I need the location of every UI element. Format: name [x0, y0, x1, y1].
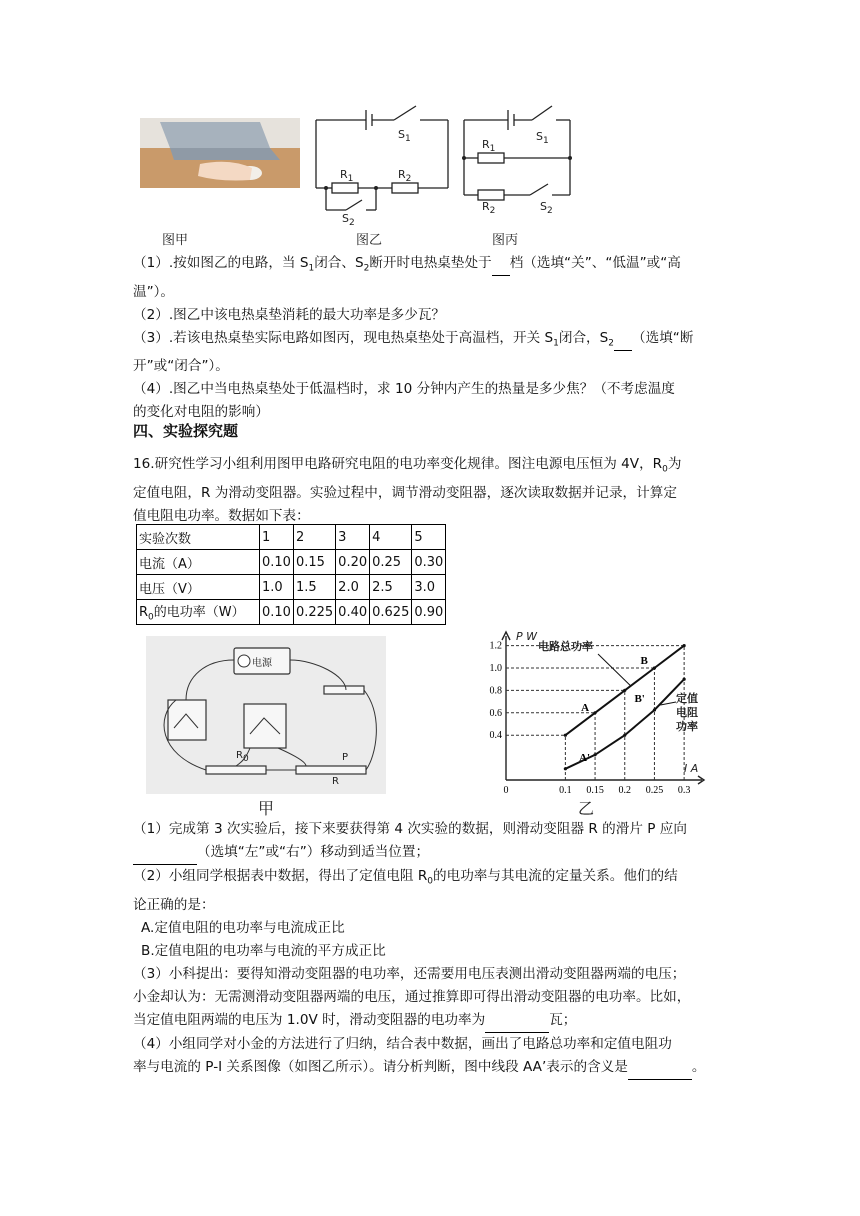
- table-row: 电流（A） 0.10 0.15 0.20 0.25 0.30: [137, 550, 446, 575]
- legend-leader: [598, 654, 631, 686]
- caption-bing: 图丙: [492, 233, 519, 248]
- q16-parts: [133, 818, 733, 1080]
- q15-part3-cont: 开”或“闭合”）。: [133, 358, 229, 375]
- x-tick-label: 0.15: [586, 785, 604, 795]
- x-tick-label: 0: [503, 785, 509, 795]
- y-tick-label: 1.0: [489, 663, 502, 674]
- data-point: [623, 734, 626, 737]
- table-row: $R_0$的电功率（W） 0.10 0.225 0.40 0.625 0.90: [137, 600, 446, 625]
- q16-part1: （1）完成第 3 次实验后，接下来要获得第 4 次实验的数据，则滑动变阻器 R 的滑片 P 应向: [133, 821, 687, 837]
- table-row: 电压（V） 1.0 1.5 2.0 2.5 3.0: [137, 575, 446, 600]
- caption-chart-yi: 乙: [578, 799, 595, 818]
- x-tick-label: 0.25: [645, 785, 664, 795]
- x-tick-label: 0.1: [559, 785, 572, 795]
- chart-annotation: A: [581, 701, 590, 714]
- chart-annotation: A': [579, 751, 591, 764]
- caption-experiment-jia: 甲: [258, 799, 275, 818]
- data-table: [136, 524, 446, 625]
- experiment-setup-figure: [146, 636, 386, 794]
- data-point: [653, 708, 656, 711]
- power-current-chart: [470, 630, 710, 795]
- q16-intro: 16.研究性学习小组利用图甲电路研究电阻的电功率变化规律。图注电源电压恒为 4V，$R_0$为 定值电阻，R 为滑动变阻器。实验过程中，调节滑动变阻器，逐次读取数据并记录，计算定 值电阻电功率。数据如下表：: [133, 456, 682, 524]
- answer-blank-q16-3[interactable]: [485, 1009, 549, 1033]
- table-header-row: 实验次数 1 2 3 4 5: [137, 525, 446, 550]
- data-point: [593, 711, 596, 714]
- caption-jia: 图甲: [162, 233, 189, 248]
- label-r2-bing: $R_2$: [482, 200, 496, 217]
- answer-blank-q15-1[interactable]: [492, 252, 510, 276]
- x-tick-label: 0.3: [677, 785, 691, 795]
- q15-parts: [133, 252, 733, 424]
- label-s2-bing: $S_2$: [540, 200, 553, 217]
- label-power-supply: 电源: [252, 658, 272, 669]
- label-r2-yi: $R_2$: [398, 168, 412, 185]
- x-tick-label: 0.2: [618, 785, 631, 795]
- caption-yi: 图乙: [356, 233, 383, 248]
- q15-part1-cont: 温”）。: [133, 283, 175, 300]
- option-a[interactable]: A.定值电阻的电功率与电流成正比: [141, 919, 345, 936]
- q16-part3-cont2: 当定值电阻两端的电压为 1.0V 时，滑动变阻器的电功率为 瓦；: [133, 1009, 733, 1033]
- q15-part4-cont: 的变化对电阻的影响）: [133, 404, 269, 421]
- q16-part3: （3）小科提出：要得知滑动变阻器的电功率，还需要用电压表测出滑动变阻器两端的电压；: [133, 965, 686, 982]
- legend-resistor-power: 定值电阻功率: [676, 692, 698, 733]
- chart-y-axis-label: P W: [516, 630, 538, 643]
- q16-part3-cont1: 小金却认为：无需测滑动变阻器两端的电压，通过推算即可得出滑动变阻器的电功率。比如，: [133, 988, 691, 1005]
- label-r1-yi: $R_1$: [340, 168, 354, 185]
- chart-svg: [470, 630, 710, 795]
- label-slider-p: P: [342, 752, 349, 763]
- q16-part4: （4）小组同学对小金的方法进行了归纳，结合表中数据，画出了电路总功率和定值电阻功: [133, 1035, 672, 1052]
- chart-annotation: B: [640, 655, 648, 667]
- y-tick-label: 0.6: [489, 707, 502, 719]
- label-rheostat-r: R: [332, 776, 339, 787]
- label-s1-bing: $S_1$: [536, 130, 549, 147]
- option-b[interactable]: B.定值电阻的电功率与电流的平方成正比: [141, 942, 386, 959]
- q15-part1: （1）.按如图乙的电路，当 $S_1$闭合、$S_2$断开时电热桌垫处于 档（选填“关”、“低温”或“高: [133, 252, 733, 281]
- y-tick-label: 0.8: [489, 685, 502, 697]
- q15-part4: （4）.图乙中当电热桌垫处于低温档时，求 10 分钟内产生的热量是多少焦？（不考虑温度: [133, 381, 675, 398]
- answer-blank-q16-4[interactable]: [628, 1056, 692, 1080]
- q15-part2: （2）.图乙中该电热桌垫消耗的最大功率是多少瓦？: [133, 306, 446, 323]
- q16-part1-cont: （选填“左”或“右”）移动到适当位置；: [133, 841, 733, 865]
- q16-part2: （2）小组同学根据表中数据，得出了定值电阻 $R_0$的电功率与其电流的定量关系。他们的结: [133, 868, 678, 887]
- data-point: [564, 734, 567, 737]
- circuit-yi: [312, 100, 452, 229]
- photo-desk-mat: [140, 118, 300, 188]
- y-tick-label: 0.4: [489, 730, 502, 742]
- chart-x-axis-label: I A: [684, 762, 699, 775]
- section-heading: 四、实验探究题: [133, 422, 239, 440]
- q16-part2-cont: 论正确的是：: [133, 896, 215, 913]
- q15-part3: （3）.若该电热桌垫实际电路如图丙，现电热桌垫处于高温档，开关 $S_1$闭合，$S_2$ （选填“断: [133, 327, 733, 356]
- data-point: [593, 753, 596, 756]
- label-s1-yi: $S_1$: [398, 128, 411, 145]
- data-point: [683, 644, 686, 647]
- data-point: [653, 666, 656, 669]
- legend-total-power: 电路总功率: [538, 640, 593, 653]
- label-r0: $R_0$: [236, 750, 249, 764]
- data-point: [564, 767, 567, 770]
- y-tick-label: 1.2: [489, 640, 502, 652]
- circuit-bing: [460, 100, 576, 218]
- data-point: [623, 689, 626, 692]
- chart-annotation: B': [634, 693, 645, 705]
- answer-blank-q16-1[interactable]: [133, 841, 197, 865]
- data-point: [683, 678, 686, 681]
- label-s2-yi: $S_2$: [342, 212, 355, 229]
- answer-blank-q15-3[interactable]: [614, 327, 632, 351]
- q16-part4-cont: 率与电流的 P-I 关系图像（如图乙所示）。请分析判断，图中线段 AA’表示的含义是 。: [133, 1056, 733, 1080]
- label-r1-bing: $R_1$: [482, 138, 496, 155]
